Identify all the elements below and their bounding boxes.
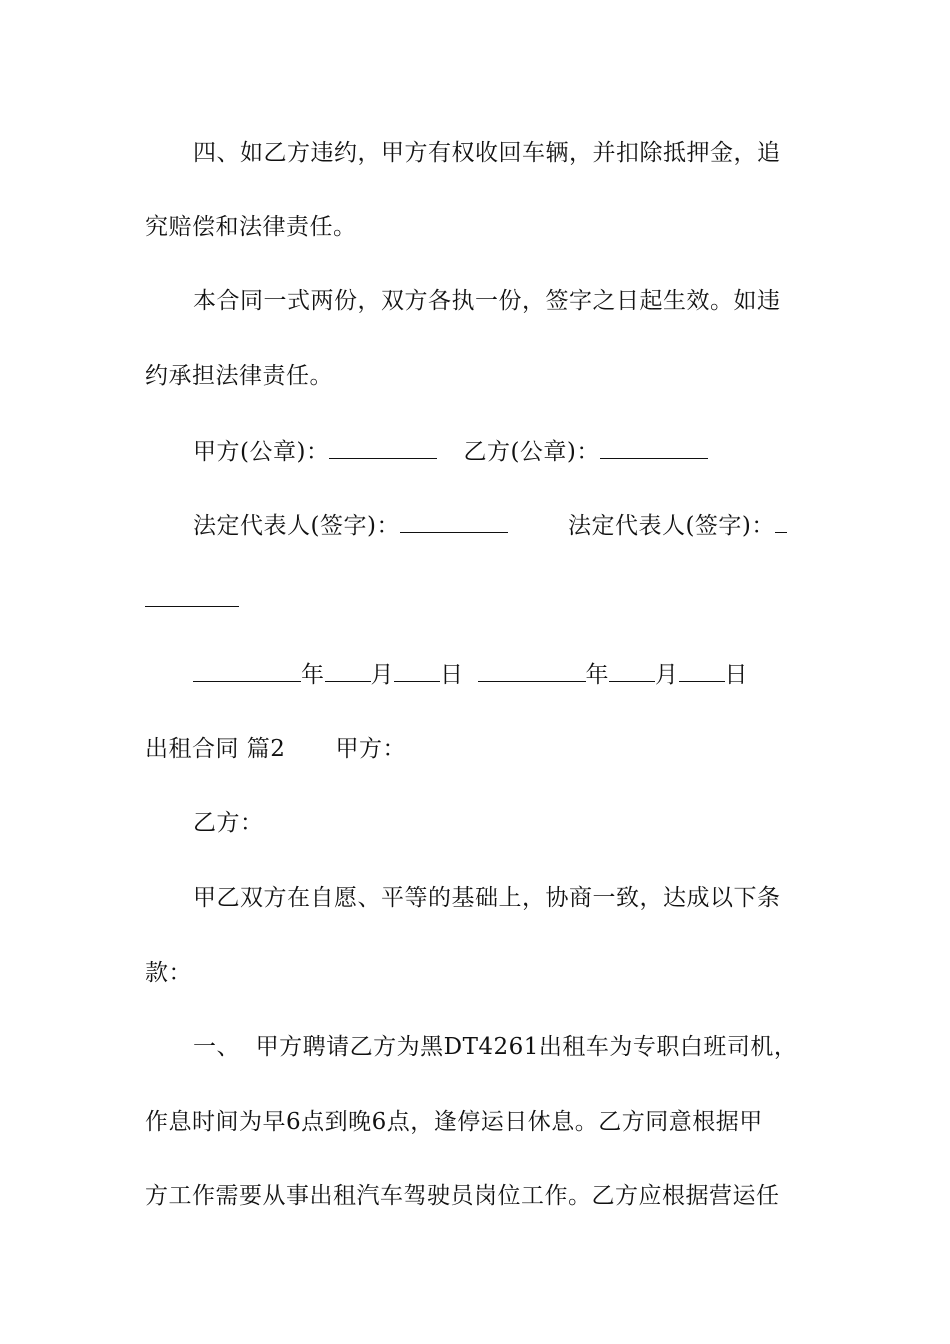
date-b-month-blank [609, 659, 655, 682]
date-b-year-blank [478, 659, 586, 682]
date-line [193, 659, 748, 690]
clause-4-line-2: 究赔偿和法律责任。 [145, 214, 357, 240]
contract-term-line-1: 本合同一式两份，双方各执一份，签字之日起生效。如违 [193, 288, 781, 314]
date-b-year-label: 年 [585, 662, 609, 688]
date-a-day-label: 日 [440, 662, 464, 688]
date-a-year-blank [193, 659, 301, 682]
legal-rep-a-label: 法定代表人(签字)： [193, 513, 400, 539]
clause-4-line-1: 四、如乙方违约，甲方有权收回车辆，并扣除抵押金，追 [193, 140, 781, 166]
clause-1-line-2: 作息时间为早6点到晚6点，逢停运日休息。乙方同意根据甲 [145, 1109, 763, 1135]
legal-rep-b-blank-start [775, 510, 787, 533]
intro-line-1: 甲乙双方在自愿、平等的基础上，协商一致，达成以下条 [193, 885, 781, 911]
party-b-seal-label: 乙方(公章)： [463, 439, 600, 465]
date-b-month-label: 月 [655, 662, 679, 688]
party-a-label: 甲方： [335, 736, 406, 762]
date-b-day-label: 日 [724, 662, 748, 688]
clause-1-line-1: 一、 甲方聘请乙方为黑DT4261出租车为专职白班司机， [193, 1034, 798, 1060]
intro-line-2: 款： [145, 960, 192, 986]
date-a-month-blank [325, 659, 371, 682]
party-b-label: 乙方： [193, 810, 264, 836]
legal-rep-line [193, 510, 787, 541]
legal-rep-b-label: 法定代表人(签字)： [567, 513, 775, 539]
clause-1-line-3: 方工作需要从事出租汽车驾驶员岗位工作。乙方应根据营运任 [145, 1183, 780, 1209]
section-title: 出租合同 篇2 [145, 736, 286, 762]
legal-rep-b-blank-continued [145, 584, 239, 615]
party-b-seal-blank [600, 436, 708, 459]
date-a-day-blank [394, 659, 440, 682]
section-heading-line [145, 734, 406, 764]
date-b-day-blank [679, 659, 725, 682]
seal-signature-line [193, 436, 708, 467]
party-a-seal-blank [329, 436, 437, 459]
date-a-year-label: 年 [301, 662, 325, 688]
legal-rep-a-blank [400, 510, 508, 533]
contract-term-line-2: 约承担法律责任。 [145, 363, 333, 389]
party-a-seal-label: 甲方(公章)： [193, 439, 330, 465]
date-a-month-label: 月 [370, 662, 394, 688]
